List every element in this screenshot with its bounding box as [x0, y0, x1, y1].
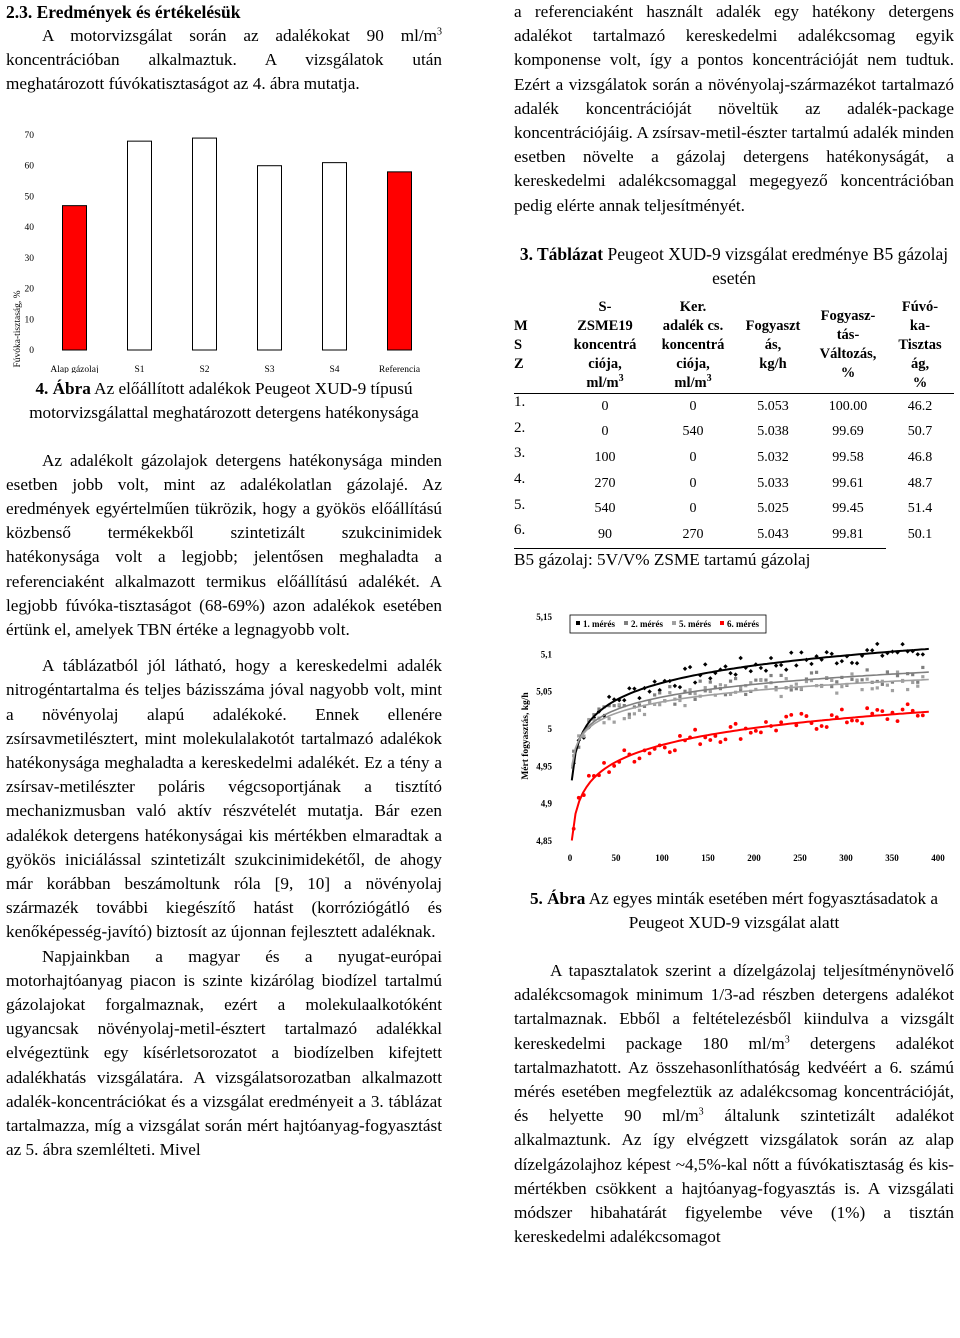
table-cell: 46.8 — [907, 450, 933, 466]
scatter-point — [734, 677, 737, 680]
bar-s4 — [323, 162, 347, 349]
table-cell: 540 — [682, 424, 704, 440]
scatter-point — [906, 688, 909, 691]
scatter-point — [613, 721, 616, 724]
scatter-point — [698, 742, 702, 746]
scatter-point — [855, 661, 859, 665]
scatter-xtick-label: 350 — [885, 852, 899, 863]
table-cell: 2. — [514, 419, 526, 436]
scatter-point — [607, 770, 611, 774]
scatter-point — [876, 686, 879, 689]
scatter-point — [608, 717, 611, 720]
scatter-point — [881, 683, 884, 686]
right-column — [514, 0, 954, 1249]
bar-ytick-label: 30 — [24, 253, 34, 264]
scatter-point — [850, 661, 854, 665]
scatter-point — [647, 689, 651, 693]
scatter-ytick-label: 5,1 — [540, 649, 552, 660]
scatter-point — [728, 671, 732, 675]
table-cell: 50.1 — [907, 527, 933, 543]
scatter-point — [622, 748, 626, 752]
scatter-point — [602, 721, 605, 724]
legend-marker — [672, 621, 676, 625]
scatter-point — [779, 663, 783, 667]
table-cell: 100.00 — [828, 398, 868, 414]
table-cell: 100 — [594, 450, 616, 466]
section-heading: 2.3. Eredmények és értékelésük — [6, 2, 241, 22]
scatter-point — [789, 650, 793, 654]
scatter-point — [921, 666, 924, 669]
scatter-point — [673, 703, 676, 706]
table-cell: 270 — [594, 475, 616, 491]
bar-xtick-label: Alap gázolaj — [50, 364, 99, 373]
scatter-point — [709, 680, 712, 683]
scatter-point — [830, 713, 834, 717]
scatter-point — [733, 672, 737, 676]
table-row — [514, 445, 954, 471]
paragraph-reference: a referenciaként használt adalék egy hatékony detergens adalékot tartalmazó kereskedelmi adalékcsomag egyik komponense volt, így a pontos koncentrációját nem tudtuk. Ezért a vizsgálatok során a növényolaj-származékot tartalmazó adalék koncentrációját növeltük az adalék-package koncentrációjáig. A zsírsav-metil-észter tartalmú adalék minden esetben növelte a gázolaj detergens hatékonyságát, a kereskedelmi adalékcsomaggal megegyező koncentrációban pedig elérte annak teljesítményét. — [514, 2, 954, 215]
scatter-point — [764, 720, 768, 724]
scatter-point — [774, 729, 778, 733]
scatter-point — [845, 720, 849, 724]
scatter-point — [815, 671, 818, 674]
scatter-point — [784, 667, 788, 671]
scatter-point — [673, 684, 677, 688]
scatter-point — [759, 730, 763, 734]
table-cell: 90 — [598, 527, 612, 543]
legend-label: 1. mérés — [583, 618, 615, 629]
bar-xtick-label: S4 — [329, 364, 340, 373]
scatter-xtick-label: 100 — [655, 852, 669, 863]
scatter-ytick-label: 4,9 — [540, 798, 552, 809]
scatter-point — [607, 695, 611, 699]
table-cell: 46.2 — [907, 398, 933, 414]
bar-s1 — [128, 141, 152, 350]
scatter-point — [658, 703, 661, 706]
scatter-point — [850, 678, 853, 681]
scatter-point — [633, 712, 636, 715]
scatter-point — [875, 642, 879, 646]
table-header-fogyasztas: Fogyaszt ás, kg/h — [736, 298, 810, 394]
paragraph-market: Napjainkban a magyar és a nyugat-európai motorhajtóanyag piacon is szinte kizárólag biodízel tartalmú gázolajokat forgalmaznak, ezért a molekulaalkotóként ugyancsak növényolaj-metil-észtert tartalmazó adalékkal elvégeztünk egy kísérletsorozatot a biodízelben kifejtett adalékhatás vizsgálatára. A vizsgálatsorozatban alkalmazott adalék-koncentrációkat és a vizsgálat eredményeit a 3. táblázat tartalmazza, míg a vizsgálat során mért hajtóanyag-fogyasztást az 5. ábra szemlélteti. Mivel — [6, 946, 442, 1160]
bar-xtick-label: Referencia — [378, 364, 421, 373]
scatter-point — [688, 688, 691, 691]
table3-note: B5 gázolaj: 5V/V% ZSME tartamú gázolaj — [514, 548, 886, 571]
scatter-point — [729, 679, 732, 682]
scatter-point — [815, 727, 819, 731]
trend-line — [572, 649, 929, 781]
scatter-ytick-label: 4,85 — [536, 835, 552, 846]
scatter-point — [916, 652, 920, 656]
scatter-point — [633, 760, 637, 764]
scatter-point — [896, 719, 900, 723]
scatter-point — [673, 748, 677, 752]
scatter-xtick-label: 150 — [701, 852, 715, 863]
table-cell: 99.45 — [832, 501, 864, 517]
scatter-point — [739, 686, 742, 689]
table-cell: 5.038 — [757, 424, 789, 440]
table-cell: 0 — [601, 398, 609, 414]
legend-label: 6. mérés — [727, 618, 759, 629]
scatter-point — [724, 737, 728, 741]
scatter-ytick-label: 5 — [547, 723, 552, 734]
scatter-xtick-label: 300 — [839, 852, 853, 863]
scatter-point — [795, 682, 798, 685]
figure4-caption: 4. Ábra Az előállított adalékok Peugeot XUD-9 típusú motorvizsgálattal meghatározott detergens hatékonysága — [29, 378, 419, 422]
paragraph-conclusion: A tapasztalatok szerint a dízelgázolaj teljesítménynövelő adalékcsomagok minimum 1/3-ad részben detergens adalékot tartalmaznak. Ebből a feltételezésből kiindulva a vizsgált kereskedelmi package 180 $ml/m^3$ detergens adalékot tartalmazhatott. Az összehasonlíthatóság kedvéért a 6. számú mérés esetében megfeleztük az adalékcsomag koncentrációját, és helyette 90 $ml/m^3$ általunk szintetizált adalékot alkalmaztunk. Az így elvégzett vizsgálatok során az alap dízelgázolajhoz képest ~4,5%-kal nőtt a fúvókatisztaság és kis-mértékben csökkent a hajtóanyag-fogyasztás is. A vizsgálati módszer hibahatárát figyelembe véve (1%) a tisztán kereskedelmi adalékcsomagot — [514, 960, 954, 1247]
scatter-point — [688, 665, 692, 669]
scatter-point — [785, 677, 788, 680]
scatter-point — [840, 659, 844, 663]
scatter-point — [754, 678, 757, 681]
scatter-point — [663, 746, 667, 750]
table-cell: 5.025 — [757, 501, 789, 517]
scatter-point — [865, 648, 869, 652]
scatter-point — [916, 685, 919, 688]
scatter-point — [870, 648, 874, 652]
table-cell: 99.58 — [832, 450, 864, 466]
scatter-point — [855, 719, 859, 723]
scatter-point — [835, 680, 838, 683]
scatter-point — [678, 695, 681, 698]
scatter-point — [638, 756, 642, 760]
scatter-point — [739, 737, 743, 741]
scatter-point — [703, 662, 707, 666]
scatter-point — [835, 661, 839, 665]
scatter-point — [622, 698, 626, 702]
table-cell: 5.053 — [757, 398, 789, 414]
scatter-point — [678, 734, 682, 738]
scatter-point — [800, 687, 803, 690]
scatter-point — [880, 709, 884, 713]
table-cell: 0 — [689, 501, 697, 517]
table-cell: 5.043 — [757, 527, 789, 543]
table-cell: 3. — [514, 445, 526, 462]
scatter-point — [658, 691, 661, 694]
table-cell: 5.033 — [757, 475, 789, 491]
scatter-point — [602, 761, 606, 765]
table-cell: 1. — [514, 393, 526, 410]
scatter-xtick-label: 0 — [567, 852, 573, 863]
scatter-point — [764, 678, 767, 681]
scatter-point — [719, 740, 723, 744]
scatter-point — [886, 717, 890, 721]
scatter-point — [628, 716, 631, 719]
scatter-point — [790, 688, 793, 691]
table-cell: 5.032 — [757, 450, 789, 466]
scatter-xtick-label: 50 — [611, 852, 621, 863]
table-row — [514, 497, 954, 523]
table-cell: 4. — [514, 470, 526, 487]
table-row — [514, 393, 954, 419]
bar-ytick-label: 40 — [24, 222, 34, 233]
scatter-point — [830, 652, 834, 656]
table-cell: 99.81 — [832, 527, 864, 543]
scatter-point — [850, 672, 853, 675]
scatter-point — [780, 695, 783, 698]
table-cell: 5. — [514, 496, 526, 513]
scatter-point — [738, 656, 742, 660]
scatter-point — [840, 685, 843, 688]
intro-paragraph: A motorvizsgálat során az adalékokat 90 $ml/m^3$ koncentrációban alkalmaztuk. A vizsgálatok után meghatározott fúvókatisztaságot az 4. ábra mutatja. — [6, 26, 442, 94]
scatter-point — [693, 680, 697, 684]
scatter-point — [693, 728, 697, 732]
scatter-point — [779, 720, 783, 724]
legend-marker — [576, 621, 580, 625]
table-cell: 99.69 — [832, 424, 864, 440]
scatter-point — [891, 689, 894, 692]
table-header-ker: Ker. adalék cs. koncentrá ciója, $ml/m^3$ — [650, 298, 736, 394]
scatter-ytick-label: 5,15 — [536, 611, 552, 622]
scatter-point — [683, 667, 687, 671]
scatter-point — [623, 717, 626, 720]
scatter-point — [668, 691, 671, 694]
scatter-point — [900, 642, 904, 646]
trend-line — [572, 672, 929, 769]
scatter-point — [668, 750, 672, 754]
scatter-point — [709, 690, 712, 693]
scatter-point — [694, 698, 697, 701]
scatter-ytick-label: 4,95 — [536, 761, 552, 772]
table-header-szsme: S- ZSME19 koncentrá ciója, $ml/m^3$ — [560, 298, 650, 394]
scatter-xtick-label: 250 — [793, 852, 807, 863]
scatter-point — [916, 681, 919, 684]
scatter-point — [810, 671, 813, 674]
bar-ytick-label: 50 — [24, 192, 34, 203]
scatter-point — [921, 713, 925, 717]
scatter-ylabel: Mért fogyasztás, kg/h — [521, 692, 531, 780]
scatter-point — [613, 704, 616, 707]
scatter-point — [866, 678, 869, 681]
table-cell: 99.61 — [832, 475, 864, 491]
scatter-point — [861, 688, 864, 691]
table-header-fuvoka: Fúvó- ka- Tisztas ág, % — [886, 298, 954, 394]
scatter-point — [729, 725, 733, 729]
scatter-point — [653, 693, 656, 696]
scatter-point — [759, 679, 762, 682]
scatter-point — [708, 676, 712, 680]
table-cell: 0 — [601, 424, 609, 440]
table-header-msz: M S Z — [514, 298, 560, 394]
paragraph-table-discussion: A táblázatból jól látható, hogy a kereskedelmi adalék nitrogéntartalma és teljes bázisszáma jóval nagyobb volt, mint a növényolaj alapú adalékoké. Ennek ellenére zsírsavmetilésztert, mint molekulalakotót tartalmazó adalékok hatékonysága meghaladta a kereskedelmi adalékét. Ez a tény a zsírsav-metilészter poláris végcsoportjának a tisztító mechanizmusban való aktív részvételét mutatja. Bár ezen adalékok detergens hatékonyságai kis mértékben elmaradtak a gyökös iniciálással szintetizált szukcinimidekétől, de ahogy már korábban beszámoltunk róla [9, 10] a növényolaj származék további kiegészítő hatást (korróziógátló és kenőképesség-javító) biztosít az újonnan fejlesztett adaléknak. — [6, 656, 442, 942]
scatter-point — [799, 712, 803, 716]
bar-ytick-label: 60 — [24, 161, 34, 172]
table-cell: 48.7 — [907, 475, 933, 491]
scatter-point — [764, 685, 767, 688]
scatter-point — [699, 680, 702, 683]
paragraph-results: Az adalékolt gázolajok detergens hatékonysága minden esetben jobb volt, mint az adalékolatlan gázolajé. Az eredmények egyértelműen tükrözik, hogy a gyökös előállítású közbenső termékekből szintetizált szukcinimidek hatékonysága volt a legjobb; jelentősen meghaladta a referenciaként alkalmazott termikus előállítású adalékét. A legjobb fúvóka-tisztaságot (68-69%) azon adalékok esetében értünk el, amelyek TBN értéke a legnagyobb volt. — [6, 450, 442, 640]
table-header-valtozas: Fogyasz- tás- Változás, % — [810, 298, 886, 394]
table-cell: 51.4 — [907, 501, 933, 517]
scatter-point — [794, 663, 798, 667]
table-cell: 540 — [594, 501, 616, 517]
scatter-point — [916, 714, 920, 718]
table-cell: 0 — [689, 450, 697, 466]
scatter-point — [911, 681, 914, 684]
scatter-point — [769, 656, 773, 660]
scatter-point — [708, 738, 712, 742]
scatter-point — [855, 678, 858, 681]
scatter-point — [906, 702, 910, 706]
scatter-point — [627, 686, 631, 690]
scatter-point — [628, 713, 631, 716]
scatter-point — [840, 708, 844, 712]
table-cell: 50.7 — [907, 424, 933, 440]
scatter-point — [865, 706, 869, 710]
scatter-point — [799, 650, 803, 654]
table3-title: 3. Táblázat Peugeot XUD-9 vizsgálat eredménye B5 gázolaj esetén — [519, 243, 949, 288]
scatter-point — [638, 709, 641, 712]
legend-marker — [720, 621, 724, 625]
scatter-point — [668, 685, 671, 688]
table-row — [514, 471, 954, 497]
bar-ytick-label: 10 — [24, 314, 34, 325]
table-cell: 270 — [682, 527, 704, 543]
table-row — [514, 522, 954, 548]
scatter-point — [830, 679, 833, 682]
bar-s3 — [258, 165, 282, 349]
scatter-xtick-label: 400 — [931, 852, 945, 863]
table-cell: 0 — [689, 398, 697, 414]
bar-xtick-label: S1 — [134, 364, 145, 373]
bar-xtick-label: S2 — [199, 364, 210, 373]
scatter-point — [861, 678, 864, 681]
scatter-point — [774, 663, 778, 667]
scatter-point — [809, 662, 813, 666]
scatter-point — [719, 683, 722, 686]
scatter-ytick-label: 5,05 — [536, 686, 552, 697]
scatter-point — [784, 715, 788, 719]
scatter-point — [860, 721, 864, 725]
scatter-xtick-label: 200 — [747, 852, 761, 863]
bar-ytick-label: 70 — [24, 130, 34, 141]
scatter-point — [820, 724, 824, 728]
scatter-point — [886, 683, 889, 686]
scatter-point — [643, 713, 646, 716]
scatter-point — [875, 708, 879, 712]
scatter-point — [749, 731, 753, 735]
bar-ytick-label: 20 — [24, 284, 34, 295]
table-cell: 0 — [689, 475, 697, 491]
scatter-point — [734, 722, 738, 726]
scatter-point — [921, 675, 924, 678]
scatter-point — [880, 654, 884, 658]
scatter-point — [764, 668, 768, 672]
scatter-point — [921, 652, 925, 656]
scatter-point — [769, 674, 772, 677]
left-column — [6, 0, 442, 1163]
scatter-point — [850, 719, 854, 723]
scatter-point — [886, 670, 889, 673]
scatter-chart — [514, 603, 954, 877]
scatter-point — [678, 685, 682, 689]
bar-xtick-label: S3 — [264, 364, 275, 373]
scatter-point — [825, 725, 829, 729]
legend-label: 2. mérés — [631, 618, 663, 629]
legend-marker — [624, 621, 628, 625]
results-table — [514, 298, 954, 548]
scatter-point — [637, 696, 641, 700]
bar-referencia — [388, 171, 412, 349]
bar-s2 — [193, 138, 217, 350]
scatter-point — [759, 666, 763, 670]
bar-ylabel: Fúvóka-tisztaság, % — [13, 290, 23, 368]
scatter-point — [866, 668, 869, 671]
bar-ytick-label: 0 — [29, 345, 34, 356]
table-cell: 6. — [514, 522, 526, 539]
scatter-point — [648, 751, 652, 755]
scatter-point — [694, 692, 697, 695]
scatter-point — [780, 674, 783, 677]
scatter-point — [754, 729, 758, 733]
scatter-point — [723, 664, 727, 668]
table-row — [514, 420, 954, 446]
scatter-point — [871, 687, 874, 690]
scatter-point — [789, 713, 793, 717]
scatter-point — [901, 708, 905, 712]
bar-chart — [6, 101, 442, 373]
scatter-point — [683, 704, 686, 707]
scatter-point — [652, 679, 656, 683]
scatter-point — [587, 774, 591, 778]
bar-alap-gázolaj — [63, 205, 87, 349]
scatter-point — [824, 650, 828, 654]
scatter-point — [749, 669, 753, 673]
legend-label: 5. mérés — [679, 618, 711, 629]
scatter-point — [744, 693, 747, 696]
scatter-point — [618, 703, 621, 706]
scatter-point — [704, 686, 707, 689]
scatter-point — [835, 691, 838, 694]
scatter-point — [805, 714, 809, 718]
figure5-caption: 5. Ábra Az egyes minták esetében mért fogyasztásadatok a Peugeot XUD-9 vizsgálat alatt — [529, 888, 939, 932]
